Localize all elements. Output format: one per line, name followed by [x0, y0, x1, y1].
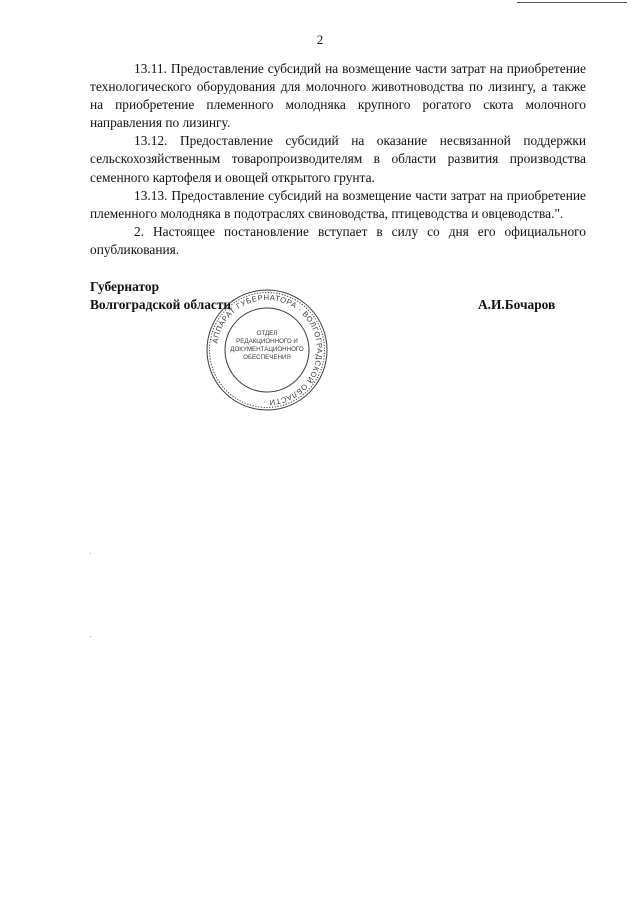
stamp-seal-icon	[204, 287, 330, 413]
signatory-title-line-2: Волгоградской области	[90, 297, 232, 312]
stamp-ring-text: АППАРАТ ГУБЕРНАТОРА · ВОЛГОГРАДСКОЙ ОБЛАСТИ ·	[210, 292, 325, 408]
page-number: 2	[316, 32, 324, 47]
paragraph-2-effective-date: 2. Настоящее постановление вступает в силу со дня его официального опубликования.	[90, 223, 586, 257]
paragraph-13-13: 13.13. Предоставление субсидий на возмещение части затрат на приобретение племенного молодняка в подотраслях свиноводства, птицеводства и овцеводства.".	[90, 187, 586, 221]
scan-speck	[90, 553, 91, 554]
signatory-name: А.И.Бочаров	[478, 297, 556, 312]
signatory-title-line-1: Губернатор	[90, 279, 160, 294]
paragraph-13-12: 13.12. Предоставление субсидий на оказание несвязанной поддержки сельскохозяйственным товаропроизводителям в области развития производства семенного картофеля и овощей открытого грунта.	[90, 133, 586, 185]
official-stamp	[204, 287, 330, 413]
stamp-center-line-1: ОТДЕЛ	[256, 330, 278, 337]
paragraph-13-11: 13.11. Предоставление субсидий на возмещение части затрат на приобретение технологического оборудования для молочного животноводства по лизингу, а также на приобретение племенного молодняка крупного рогатого скота молочного направления по лизингу.	[90, 61, 586, 131]
stamp-center-line-2: РЕДАКЦИОННОГО И	[236, 338, 298, 345]
stamp-center-line-4: ОБЕСПЕЧЕНИЯ	[243, 354, 291, 361]
scan-speck	[90, 636, 91, 637]
stamp-center-line-3: ДОКУМЕНТАЦИОННОГО	[230, 346, 304, 353]
top-edge-rule	[517, 2, 627, 3]
document-body	[90, 60, 586, 259]
